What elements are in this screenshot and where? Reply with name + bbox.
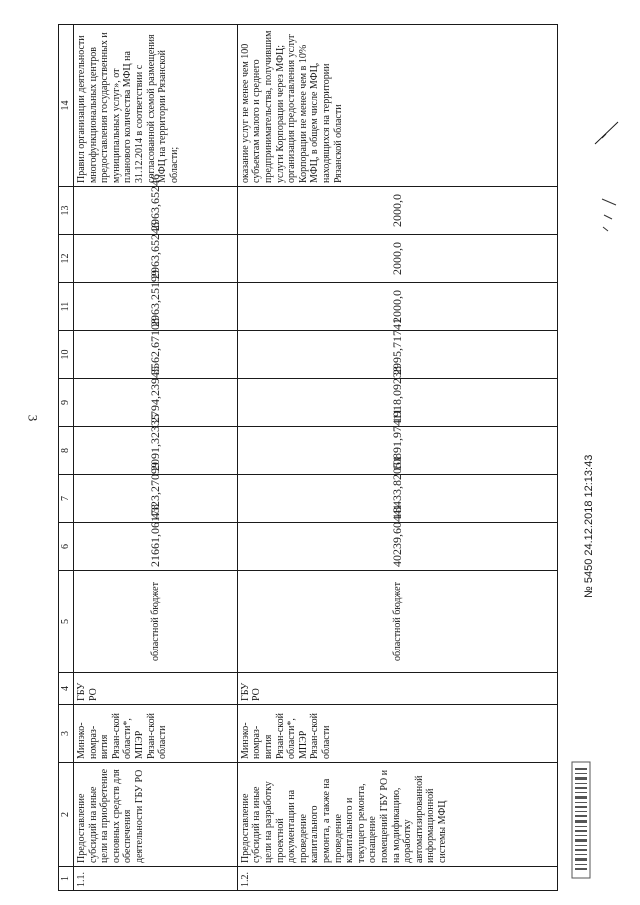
amount-cell: 2000,0 bbox=[237, 187, 557, 235]
row-number-cell: 1.2. bbox=[237, 867, 557, 891]
page-number: 3 bbox=[25, 414, 41, 422]
registration-note bbox=[583, 455, 595, 598]
amount-cell: 10891,97411 bbox=[237, 427, 557, 475]
col-header: 5 bbox=[59, 571, 74, 673]
amount-cell: 2000,0 bbox=[237, 235, 557, 283]
table-row bbox=[74, 25, 238, 891]
header-row bbox=[59, 25, 74, 891]
amount-cell: 4323,27099 bbox=[74, 475, 238, 523]
row-number-cell: 1.1. bbox=[74, 867, 238, 891]
barcode-stamp bbox=[570, 760, 592, 880]
table-row bbox=[237, 25, 557, 891]
col-header: 2 bbox=[59, 763, 74, 867]
executor-cell: ГБУ РО bbox=[237, 673, 557, 705]
col-header: 14 bbox=[59, 25, 74, 187]
amount-cell: 2794,23945 bbox=[74, 379, 238, 427]
activity-cell: Предоставление субсидий на иные цели на разработку проектной документации на проведение капитального ремонта, а также на проведение капитального и текущего ремонта, оснащение помещений ГБУ РО и на модификацию, доработку автоматизированной информационной системы МФЦ bbox=[237, 763, 557, 867]
col-header: 8 bbox=[59, 427, 74, 475]
amount-cell: 2963,65246 bbox=[74, 235, 238, 283]
pen-mark bbox=[598, 195, 622, 235]
registration-timestamp: 24.12.2018 12:13:43 bbox=[583, 454, 595, 556]
col-header: 7 bbox=[59, 475, 74, 523]
amount-cell: 3562,67108 bbox=[74, 331, 238, 379]
amount-cell: 2091,32335 bbox=[74, 427, 238, 475]
amount-cell: 1918,09238 bbox=[237, 379, 557, 427]
col-header: 4 bbox=[59, 673, 74, 705]
rotated-table-region bbox=[58, 29, 558, 891]
source-cell: областной бюджет bbox=[74, 571, 238, 673]
executor-cell: ГБУ РО bbox=[74, 673, 238, 705]
amount-cell: 18433,82051 bbox=[237, 475, 557, 523]
result-cell: оказание услуг не менее чем 100 субъектам малого и среднего предпринимательства, получившим услуги Корпорации через МФЦ; организация предоставления услуг Корпорации не менее чем в 10% МФЦ, в общем числе МФЦ, находящихся на территории Рязанской области bbox=[237, 25, 557, 187]
col-header: 1 bbox=[59, 867, 74, 891]
col-header: 6 bbox=[59, 523, 74, 571]
total-cell: 40239,60441 bbox=[237, 523, 557, 571]
activity-cell: Предоставление субсидий на иные цели на приобретение основных средств для обеспечения деятельности ГБУ РО bbox=[74, 763, 238, 867]
responsible-cell: Минэко-номраз-вития Рязан-ской области*, МПЭР Рязан-ской области bbox=[74, 705, 238, 763]
col-header: 12 bbox=[59, 235, 74, 283]
source-cell: областной бюджет bbox=[237, 571, 557, 673]
amount-cell: 2963,65246 bbox=[74, 187, 238, 235]
col-header: 13 bbox=[59, 187, 74, 235]
col-header: 11 bbox=[59, 283, 74, 331]
col-header: 3 bbox=[59, 705, 74, 763]
result-cell: Правил организации деятельности многофункциональных центров предоставления государственных и муниципальных услуг», от планового количества МФЦ на 31.12.2014 в соответствии с согласованной схемой размещения МФЦ на территории Рязанской области; bbox=[74, 25, 238, 187]
col-header: 10 bbox=[59, 331, 74, 379]
document-number: № 5450 bbox=[583, 558, 595, 598]
total-cell: 21661,06178 bbox=[74, 523, 238, 571]
pen-mark bbox=[592, 118, 622, 148]
amount-cell: 2963,25199 bbox=[74, 283, 238, 331]
amount-cell: 2995,71741 bbox=[237, 331, 557, 379]
program-table bbox=[58, 24, 558, 891]
amount-cell: 2000,0 bbox=[237, 283, 557, 331]
responsible-cell: Минэко-номраз-вития Рязан-ской области*, МПЭР Рязан-ской области bbox=[237, 705, 557, 763]
col-header: 9 bbox=[59, 379, 74, 427]
